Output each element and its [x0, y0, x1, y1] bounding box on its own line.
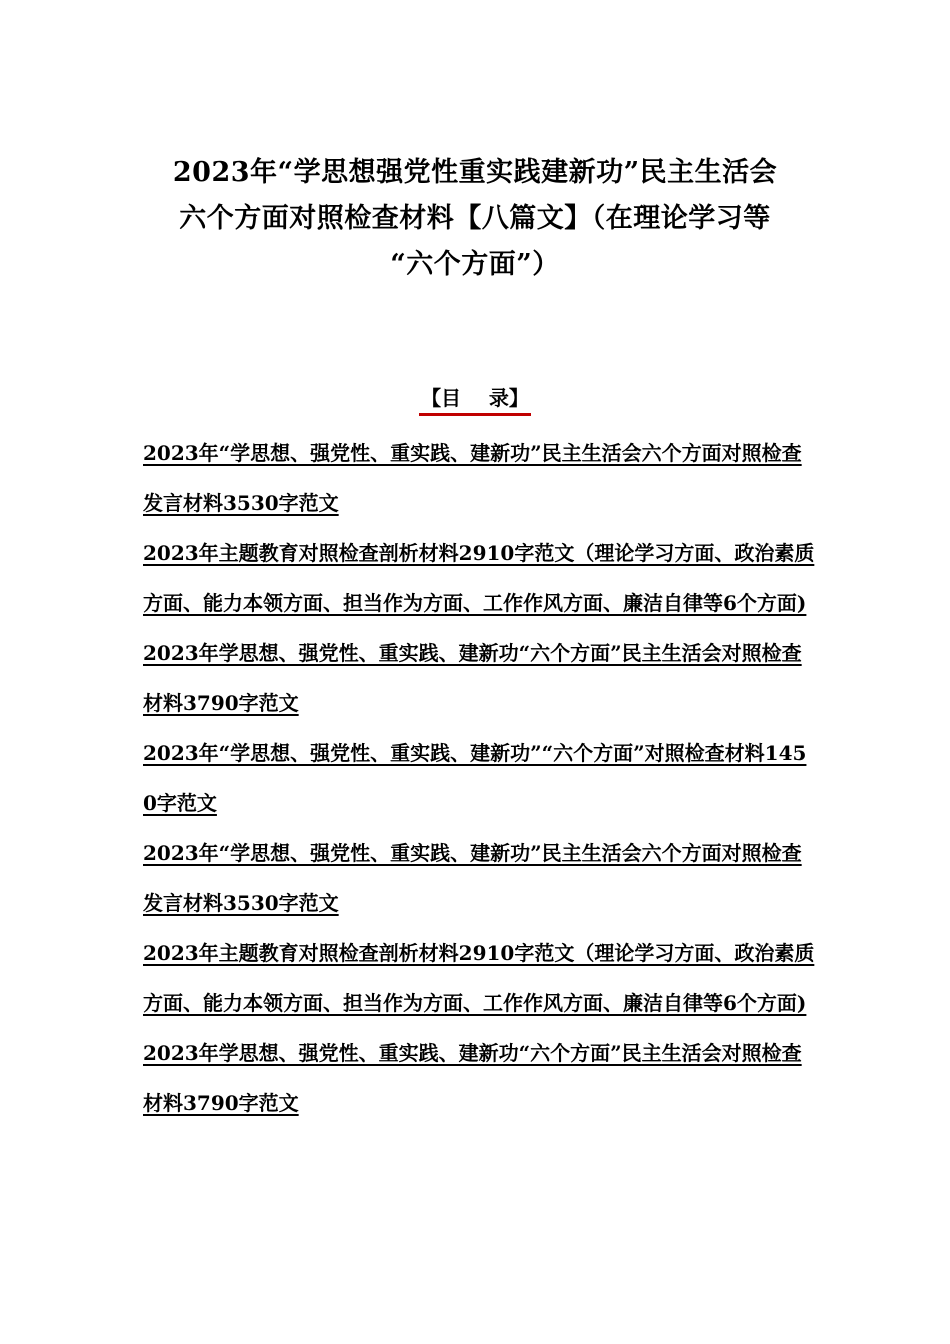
title-line-2: 六个方面对照检查材料【八篇文】（在理论学习等	[179, 203, 771, 235]
toc-heading-label: 【目 录】	[419, 384, 531, 416]
toc-entry-7[interactable]: 2023年学思想、强党性、重实践、建新功“六个方面”民主生活会对照检查材料3790字范文	[143, 1041, 802, 1115]
toc-entry-5[interactable]: 2023年“学思想、强党性、重实践、建新功”民主生活会六个方面对照检查发言材料3530字范文	[143, 841, 802, 915]
title-line-1: 2023年“学思想强党性重实践建新功”民主生活会	[172, 157, 778, 189]
title-line-3: “六个方面”）	[390, 249, 560, 281]
document-title	[130, 150, 820, 288]
toc-heading	[0, 384, 950, 416]
toc-entry-6[interactable]: 2023年主题教育对照检查剖析材料2910字范文（理论学习方面、政治素质方面、能力本领方面、担当作为方面、工作作风方面、廉洁自律等6个方面)	[143, 941, 815, 1015]
toc-entry-2[interactable]: 2023年主题教育对照检查剖析材料2910字范文（理论学习方面、政治素质方面、能力本领方面、担当作为方面、工作作风方面、廉洁自律等6个方面)	[143, 541, 815, 615]
toc-entry-4[interactable]: 2023年“学思想、强党性、重实践、建新功”“六个方面”对照检查材料1450字范文	[143, 741, 807, 815]
toc-entry-1[interactable]: 2023年“学思想、强党性、重实践、建新功”民主生活会六个方面对照检查发言材料3530字范文	[143, 441, 802, 515]
toc-entry-3[interactable]: 2023年学思想、强党性、重实践、建新功“六个方面”民主生活会对照检查材料3790字范文	[143, 641, 802, 715]
table-of-contents	[143, 428, 815, 1128]
